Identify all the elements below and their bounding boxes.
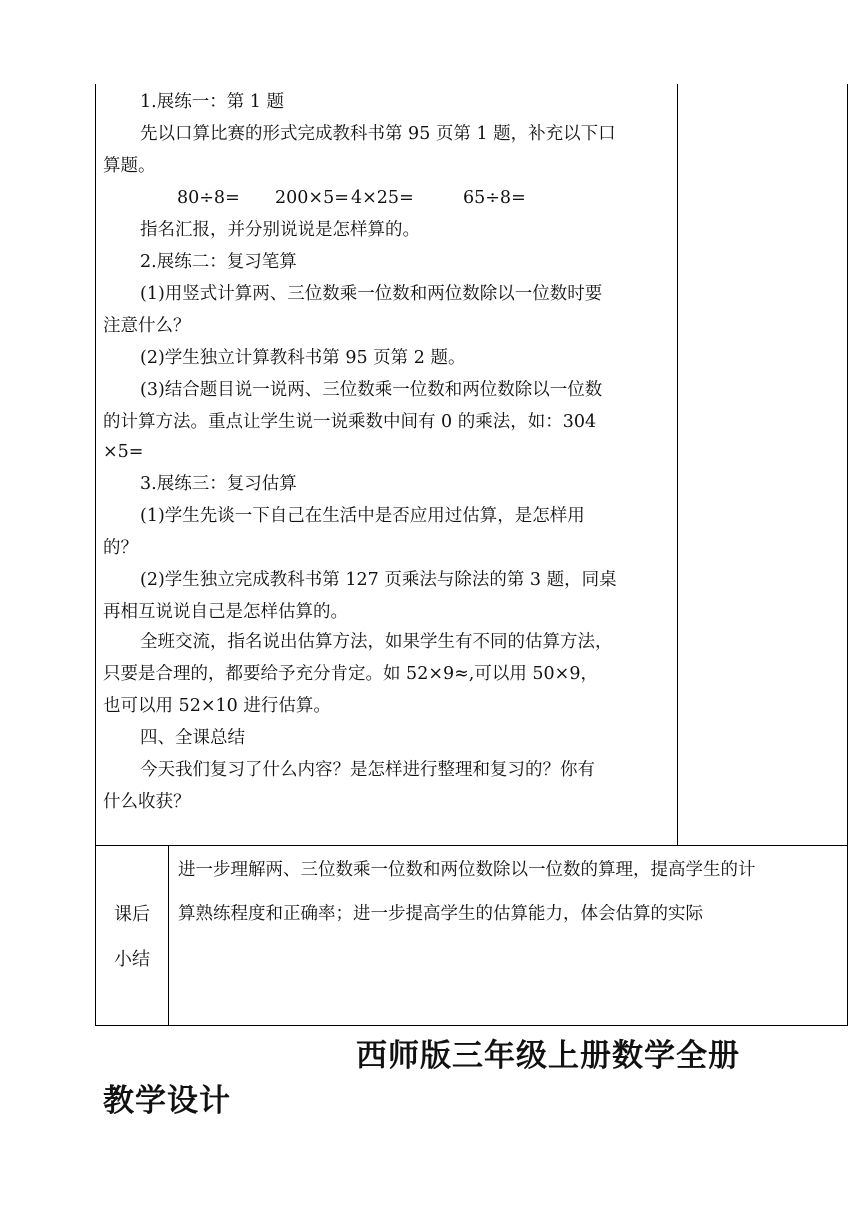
lesson-line: 也可以用 52×10 进行估算。: [103, 696, 331, 716]
lesson-line: 指名汇报，并分别说说是怎样算的。: [140, 220, 420, 240]
lesson-line: 今天我们复习了什么内容？是怎样进行整理和复习的？你有: [140, 760, 595, 780]
lesson-line: 先以口算比赛的形式完成教科书第 95 页第 1 题，补充以下口: [140, 124, 616, 144]
lesson-line: 什么收获？: [103, 792, 191, 812]
lesson-line: (1)学生先谈一下自己在生活中是否应用过估算，是怎样用: [140, 506, 585, 526]
lesson-line: ×5=: [103, 442, 144, 462]
calc-item: 80÷8=: [177, 188, 240, 208]
lesson-line: (1)用竖式计算两、三位数乘一位数和两位数除以一位数时要: [140, 284, 603, 304]
lesson-line: 只要是合理的，都要给予充分肯定。如 52×9≈,可以用 50×9，: [103, 664, 598, 684]
lesson-line: 再相互说说自己是怎样估算的。: [103, 602, 348, 622]
lesson-line: 四、全课总结: [140, 728, 245, 748]
lesson-line: (3)结合题目说一说两、三位数乘一位数和两位数除以一位数: [140, 380, 603, 400]
lesson-line: 的？: [103, 538, 138, 558]
calc-item: 4×25=: [351, 188, 414, 208]
doc-title-line1: 西师版三年级上册数学全册: [356, 1038, 740, 1074]
summary-text-line2: 算熟练程度和正确率；进一步提高学生的估算能力，体会估算的实际: [178, 904, 703, 924]
lesson-line: (2)学生独立完成教科书第 127 页乘法与除法的第 3 题，同桌: [140, 570, 617, 590]
lesson-line: 全班交流，指名说出估算方法，如果学生有不同的估算方法，: [140, 632, 613, 652]
summary-label-line2: 小结: [114, 949, 150, 970]
calc-item: 65÷8=: [463, 188, 526, 208]
lesson-line: 3.展练三：复习估算: [140, 474, 297, 494]
right-column-divider: [677, 84, 678, 845]
table-right-border: [847, 84, 848, 1026]
calc-item: 200×5=: [275, 188, 349, 208]
summary-label-line1: 课后: [114, 904, 150, 925]
lesson-line: 1.展练一：第 1 题: [140, 92, 284, 112]
lesson-line: (2)学生独立计算教科书第 95 页第 2 题。: [140, 348, 466, 368]
row-divider: [95, 845, 848, 846]
lesson-line: 注意什么？: [103, 316, 191, 336]
mental-calc-row: [103, 182, 671, 214]
table-bottom-border: [95, 1025, 848, 1026]
lesson-line: 的计算方法。重点让学生说一说乘数中间有 0 的乘法，如：304: [103, 412, 597, 432]
table-left-border: [95, 84, 96, 1026]
label-column-divider: [168, 845, 169, 1026]
summary-text-line1: 进一步理解两、三位数乘一位数和两位数除以一位数的算理，提高学生的计: [178, 860, 756, 880]
lesson-line: 2.展练二：复习笔算: [140, 252, 297, 272]
doc-title-line2: 教学设计: [103, 1083, 231, 1119]
lesson-line: 算题。: [103, 156, 156, 176]
